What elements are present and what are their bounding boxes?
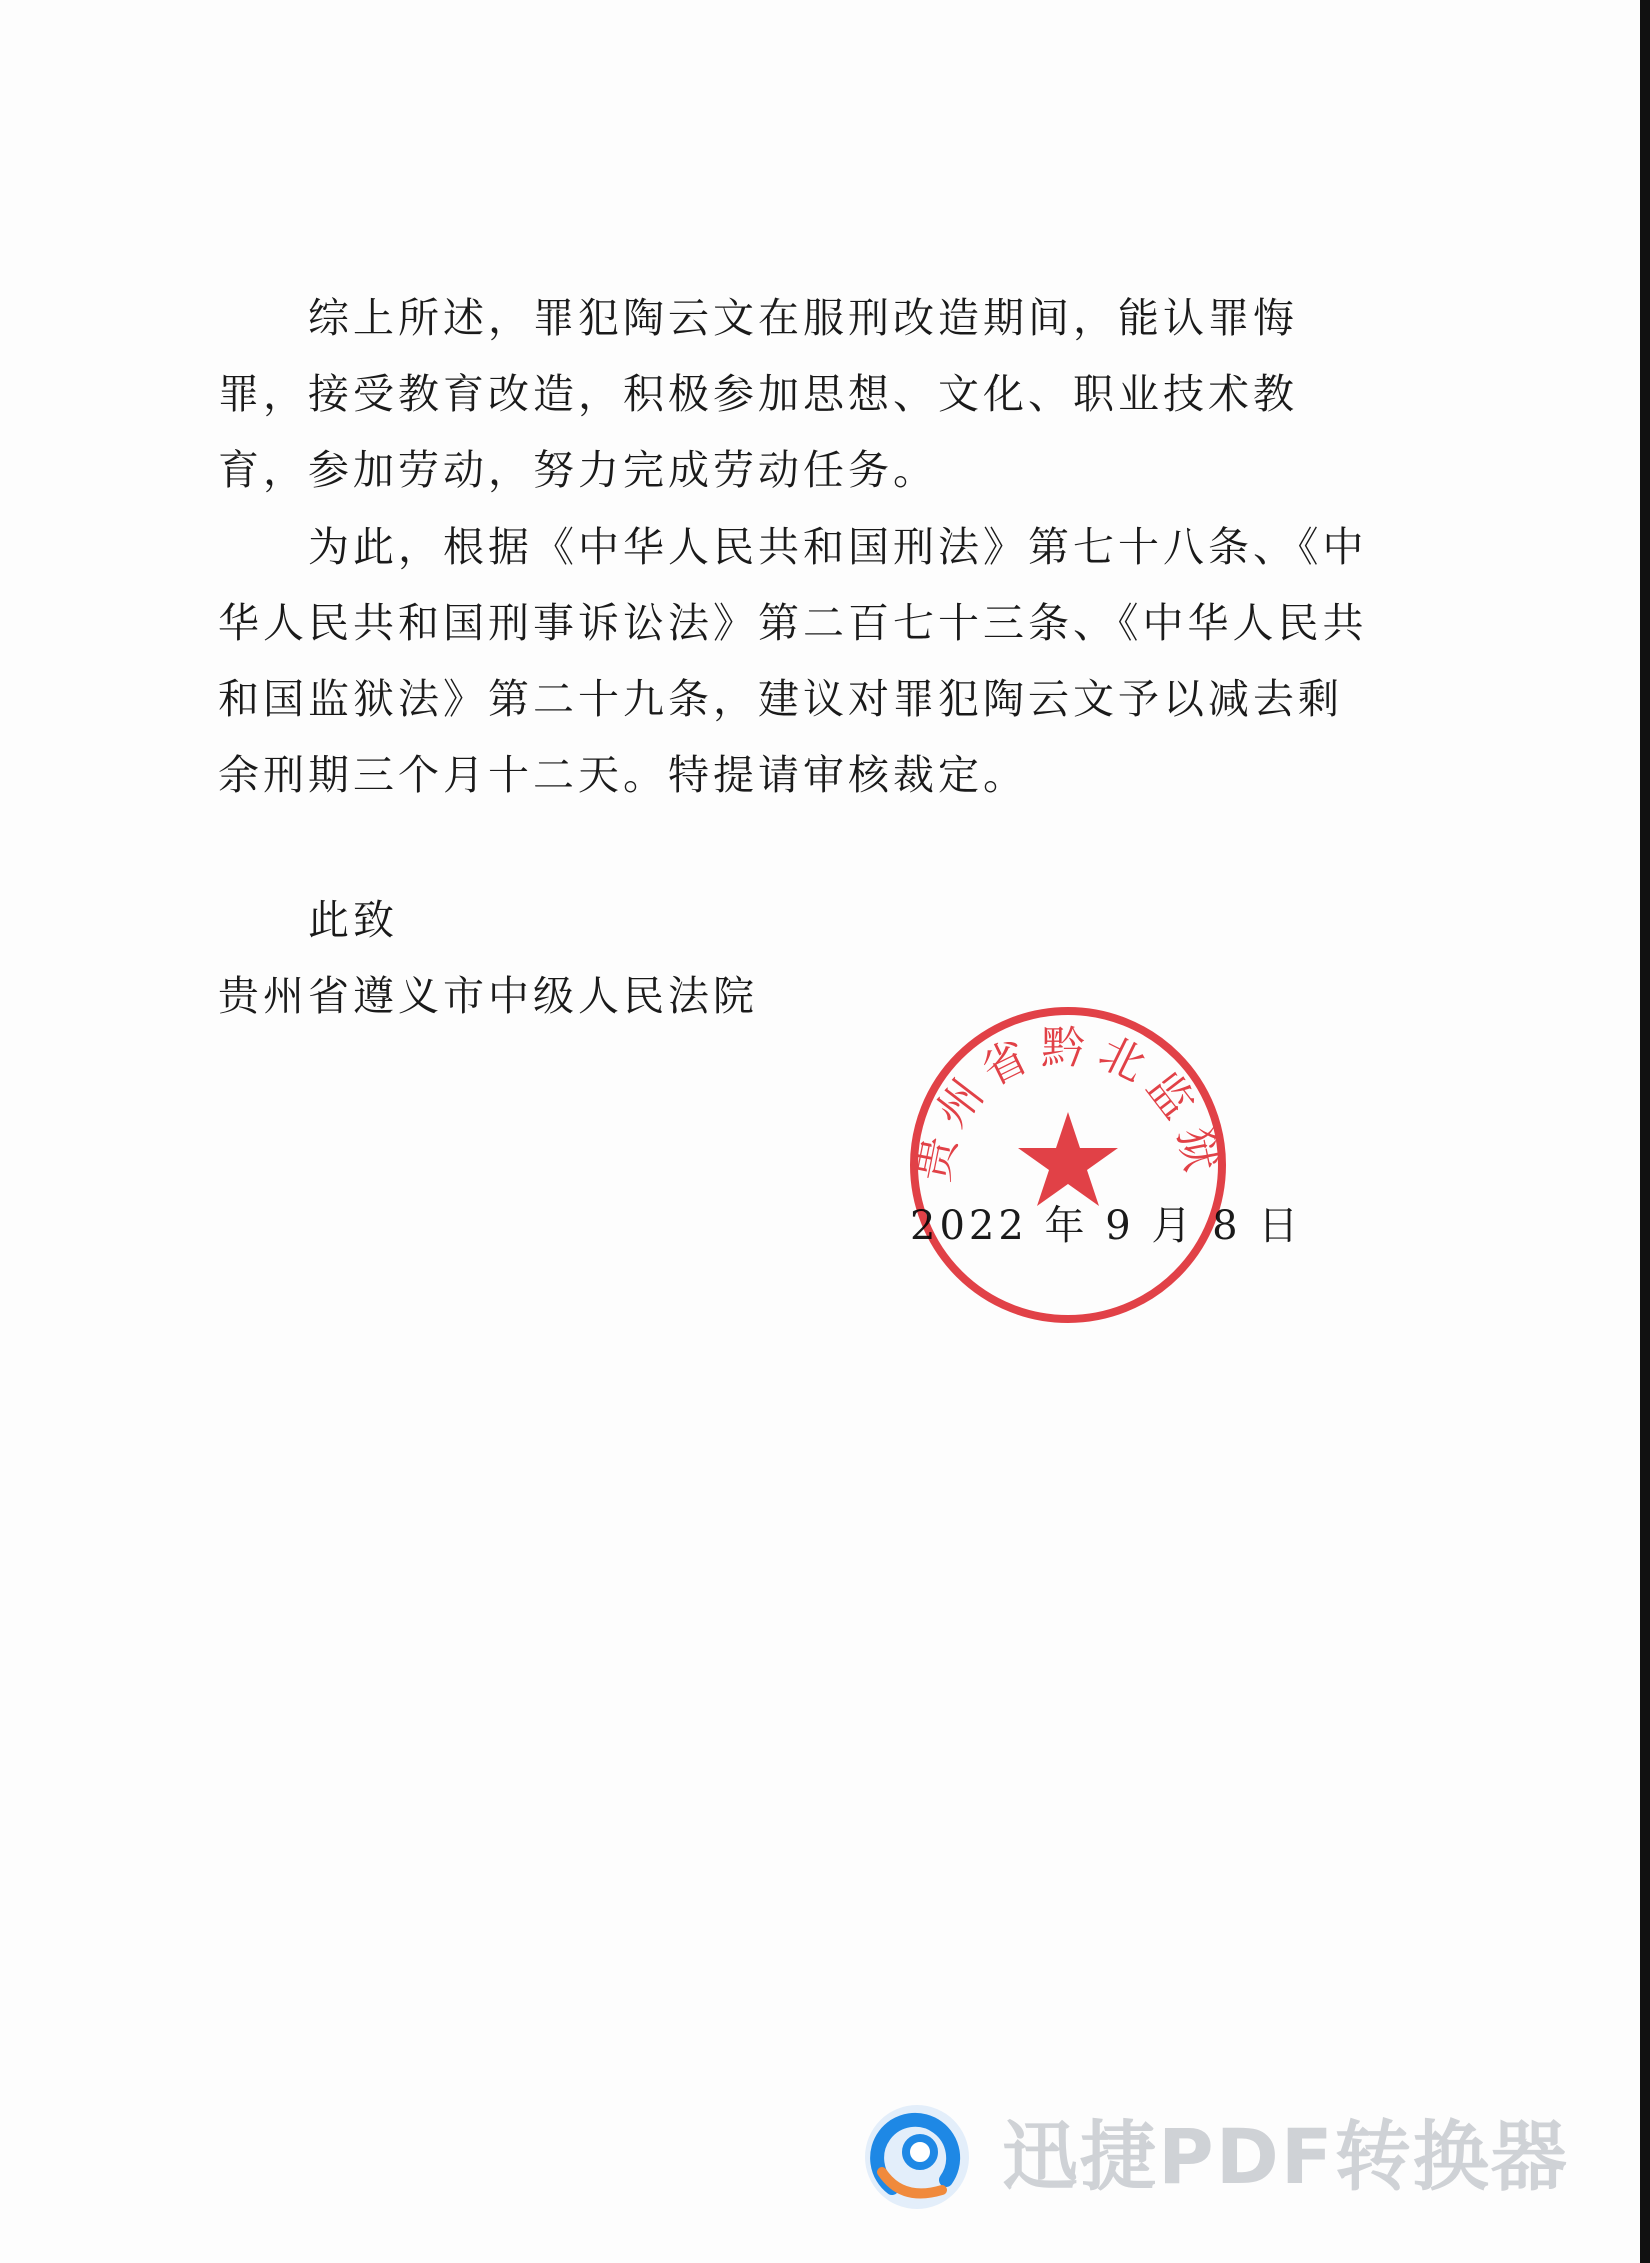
pdf-converter-logo-icon: [862, 2102, 972, 2212]
seal-star-icon: [1018, 1112, 1118, 1206]
official-seal-stamp: [903, 1000, 1233, 1330]
document-date: 2022 年 9 月 8 日: [910, 1203, 1303, 1249]
paragraph-summary: 综上所述，罪犯陶云文在服刑改造期间，能认罪悔罪，接受教育改造，积极参加思想、文化、职业技术教育，参加劳动，努力完成劳动任务。: [218, 294, 1298, 494]
watermark: [862, 2098, 1622, 2218]
salutation: 此致: [308, 896, 398, 944]
watermark-text: 迅捷PDF转换器: [1002, 2112, 1569, 2201]
seal-text: 贵州省黔北监狱: [907, 1022, 1229, 1186]
paragraph-recommendation: 为此，根据《中华人民共和国刑法》第七十八条、《中华人民共和国刑事诉讼法》第二百七十三条、《中华人民共和国监狱法》第二十九条，建议对罪犯陶云文予以减去剩余刑期三个月十二天。特提请审核裁定。: [218, 523, 1368, 799]
recipient: 贵州省遵义市中级人民法院: [218, 972, 758, 1020]
scan-edge: [1640, 0, 1650, 2263]
